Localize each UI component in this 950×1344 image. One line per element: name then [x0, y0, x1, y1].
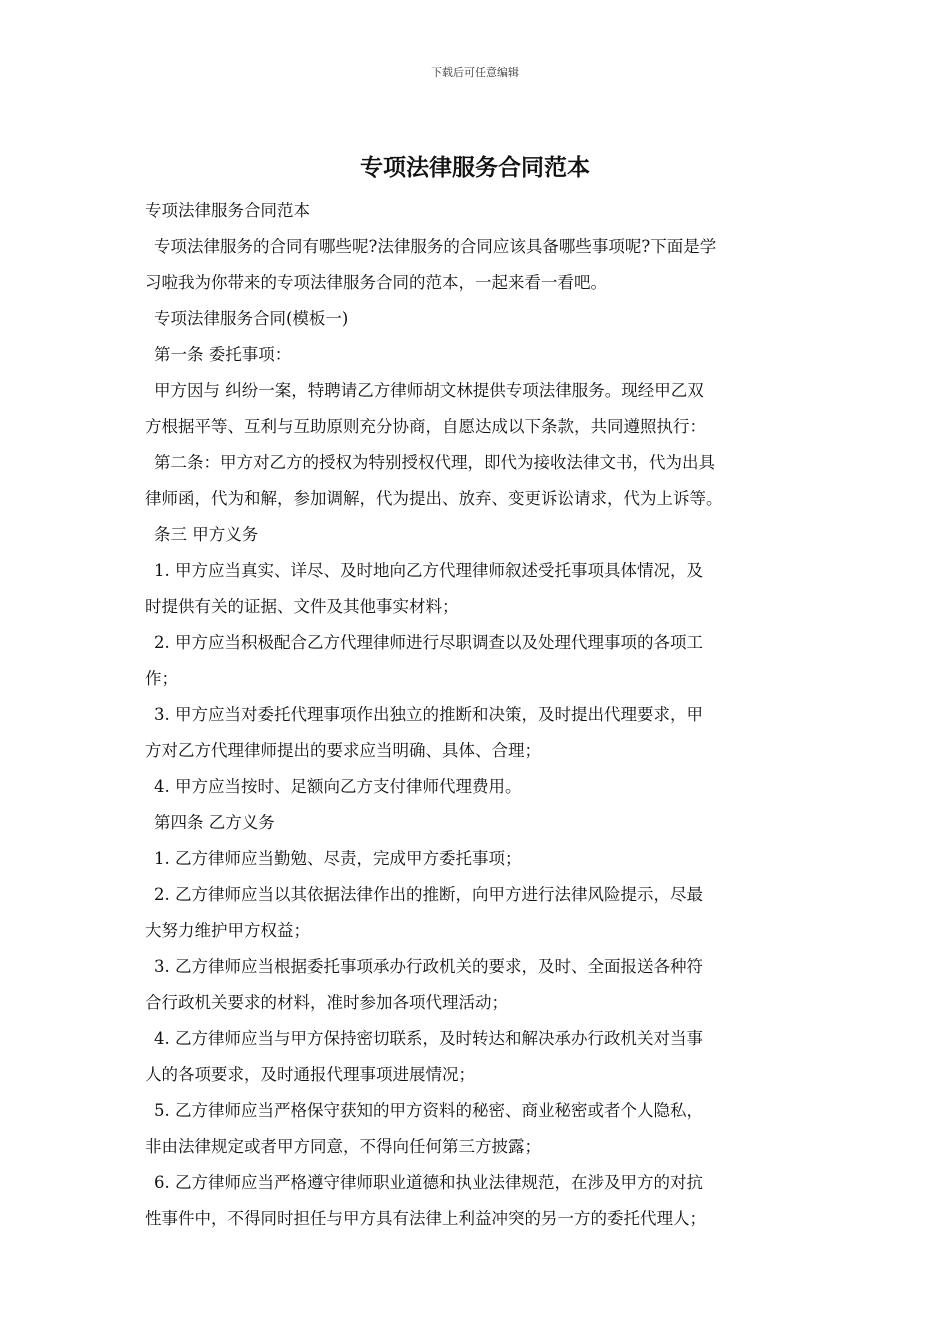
- paragraph-line: 律师函，代为和解，参加调解，代为提出、放弃、变更诉讼请求，代为上诉等。: [145, 489, 723, 508]
- paragraph-line: 4. 乙方律师应当与甲方保持密切联系，及时转达和解决承办行政机关对当事: [154, 1029, 703, 1048]
- paragraph-line: 人的各项要求，及时通报代理事项进展情况；: [145, 1065, 475, 1084]
- paragraph-line: 第一条 委托事项：: [154, 345, 292, 364]
- document-body: [145, 193, 807, 1237]
- paragraph-line: 专项法律服务的合同有哪些呢?法律服务的合同应该具备哪些事项呢?下面是学: [154, 237, 717, 256]
- paragraph-line: 5. 乙方律师应当严格保守获知的甲方资料的秘密、商业秘密或者个人隐私，: [154, 1101, 703, 1120]
- paragraph-line: 方对乙方代理律师提出的要求应当明确、具体、合理；: [145, 741, 541, 760]
- paragraph-line: 1. 甲方应当真实、详尽、及时地向乙方代理律师叙述受托事项具体情况，及: [154, 561, 703, 580]
- paragraph-line: 习啦我为你带来的专项法律服务合同的范本，一起来看一看吧。: [145, 273, 607, 292]
- paragraph-line: 合行政机关要求的材料，准时参加各项代理活动；: [145, 993, 508, 1012]
- paragraph-line: 时提供有关的证据、文件及其他事实材料；: [145, 597, 459, 616]
- paragraph-line: 3. 甲方应当对委托代理事项作出独立的推断和决策，及时提出代理要求，甲: [154, 705, 703, 724]
- paragraph-line: 专项法律服务合同(模板一): [154, 309, 349, 328]
- document-title: 专项法律服务合同范本: [360, 155, 590, 181]
- paragraph-line: 3. 乙方律师应当根据委托事项承办行政机关的要求，及时、全面报送各种符: [154, 957, 703, 976]
- paragraph-line: 专项法律服务合同范本: [145, 201, 310, 220]
- paragraph-line: 第二条：甲方对乙方的授权为特别授权代理，即代为接收法律文书，代为出具: [154, 453, 715, 472]
- paragraph-line: 4. 甲方应当按时、足额向乙方支付律师代理费用。: [154, 777, 522, 796]
- paragraph-line: 非由法律规定或者甲方同意，不得向任何第三方披露；: [145, 1137, 541, 1156]
- paragraph-line: 方根据平等、互利与互助原则充分协商，自愿达成以下条款，共同遵照执行：: [145, 417, 706, 436]
- paragraph-line: 条三 甲方义务: [154, 525, 259, 544]
- paragraph-line: 2. 甲方应当积极配合乙方代理律师进行尽职调查以及处理代理事项的各项工: [154, 633, 703, 652]
- paragraph-line: 大努力维护甲方权益；: [145, 921, 310, 940]
- paragraph-line: 第四条 乙方义务: [154, 813, 275, 832]
- header-note: 下载后可任意编辑: [431, 66, 519, 79]
- paragraph-line: 6. 乙方律师应当严格遵守律师职业道德和执业法律规范，在涉及甲方的对抗: [154, 1173, 703, 1192]
- paragraph-line: 作；: [145, 669, 178, 688]
- paragraph-line: 2. 乙方律师应当以其依据法律作出的推断，向甲方进行法律风险提示，尽最: [154, 885, 703, 904]
- paragraph-line: 性事件中，不得同时担任与甲方具有法律上利益冲突的另一方的委托代理人；: [145, 1209, 706, 1228]
- paragraph-line: 1. 乙方律师应当勤勉、尽责，完成甲方委托事项；: [154, 849, 522, 868]
- paragraph-line: 甲方因与 纠纷一案，特聘请乙方律师胡文林提供专项法律服务。现经甲乙双: [154, 381, 704, 400]
